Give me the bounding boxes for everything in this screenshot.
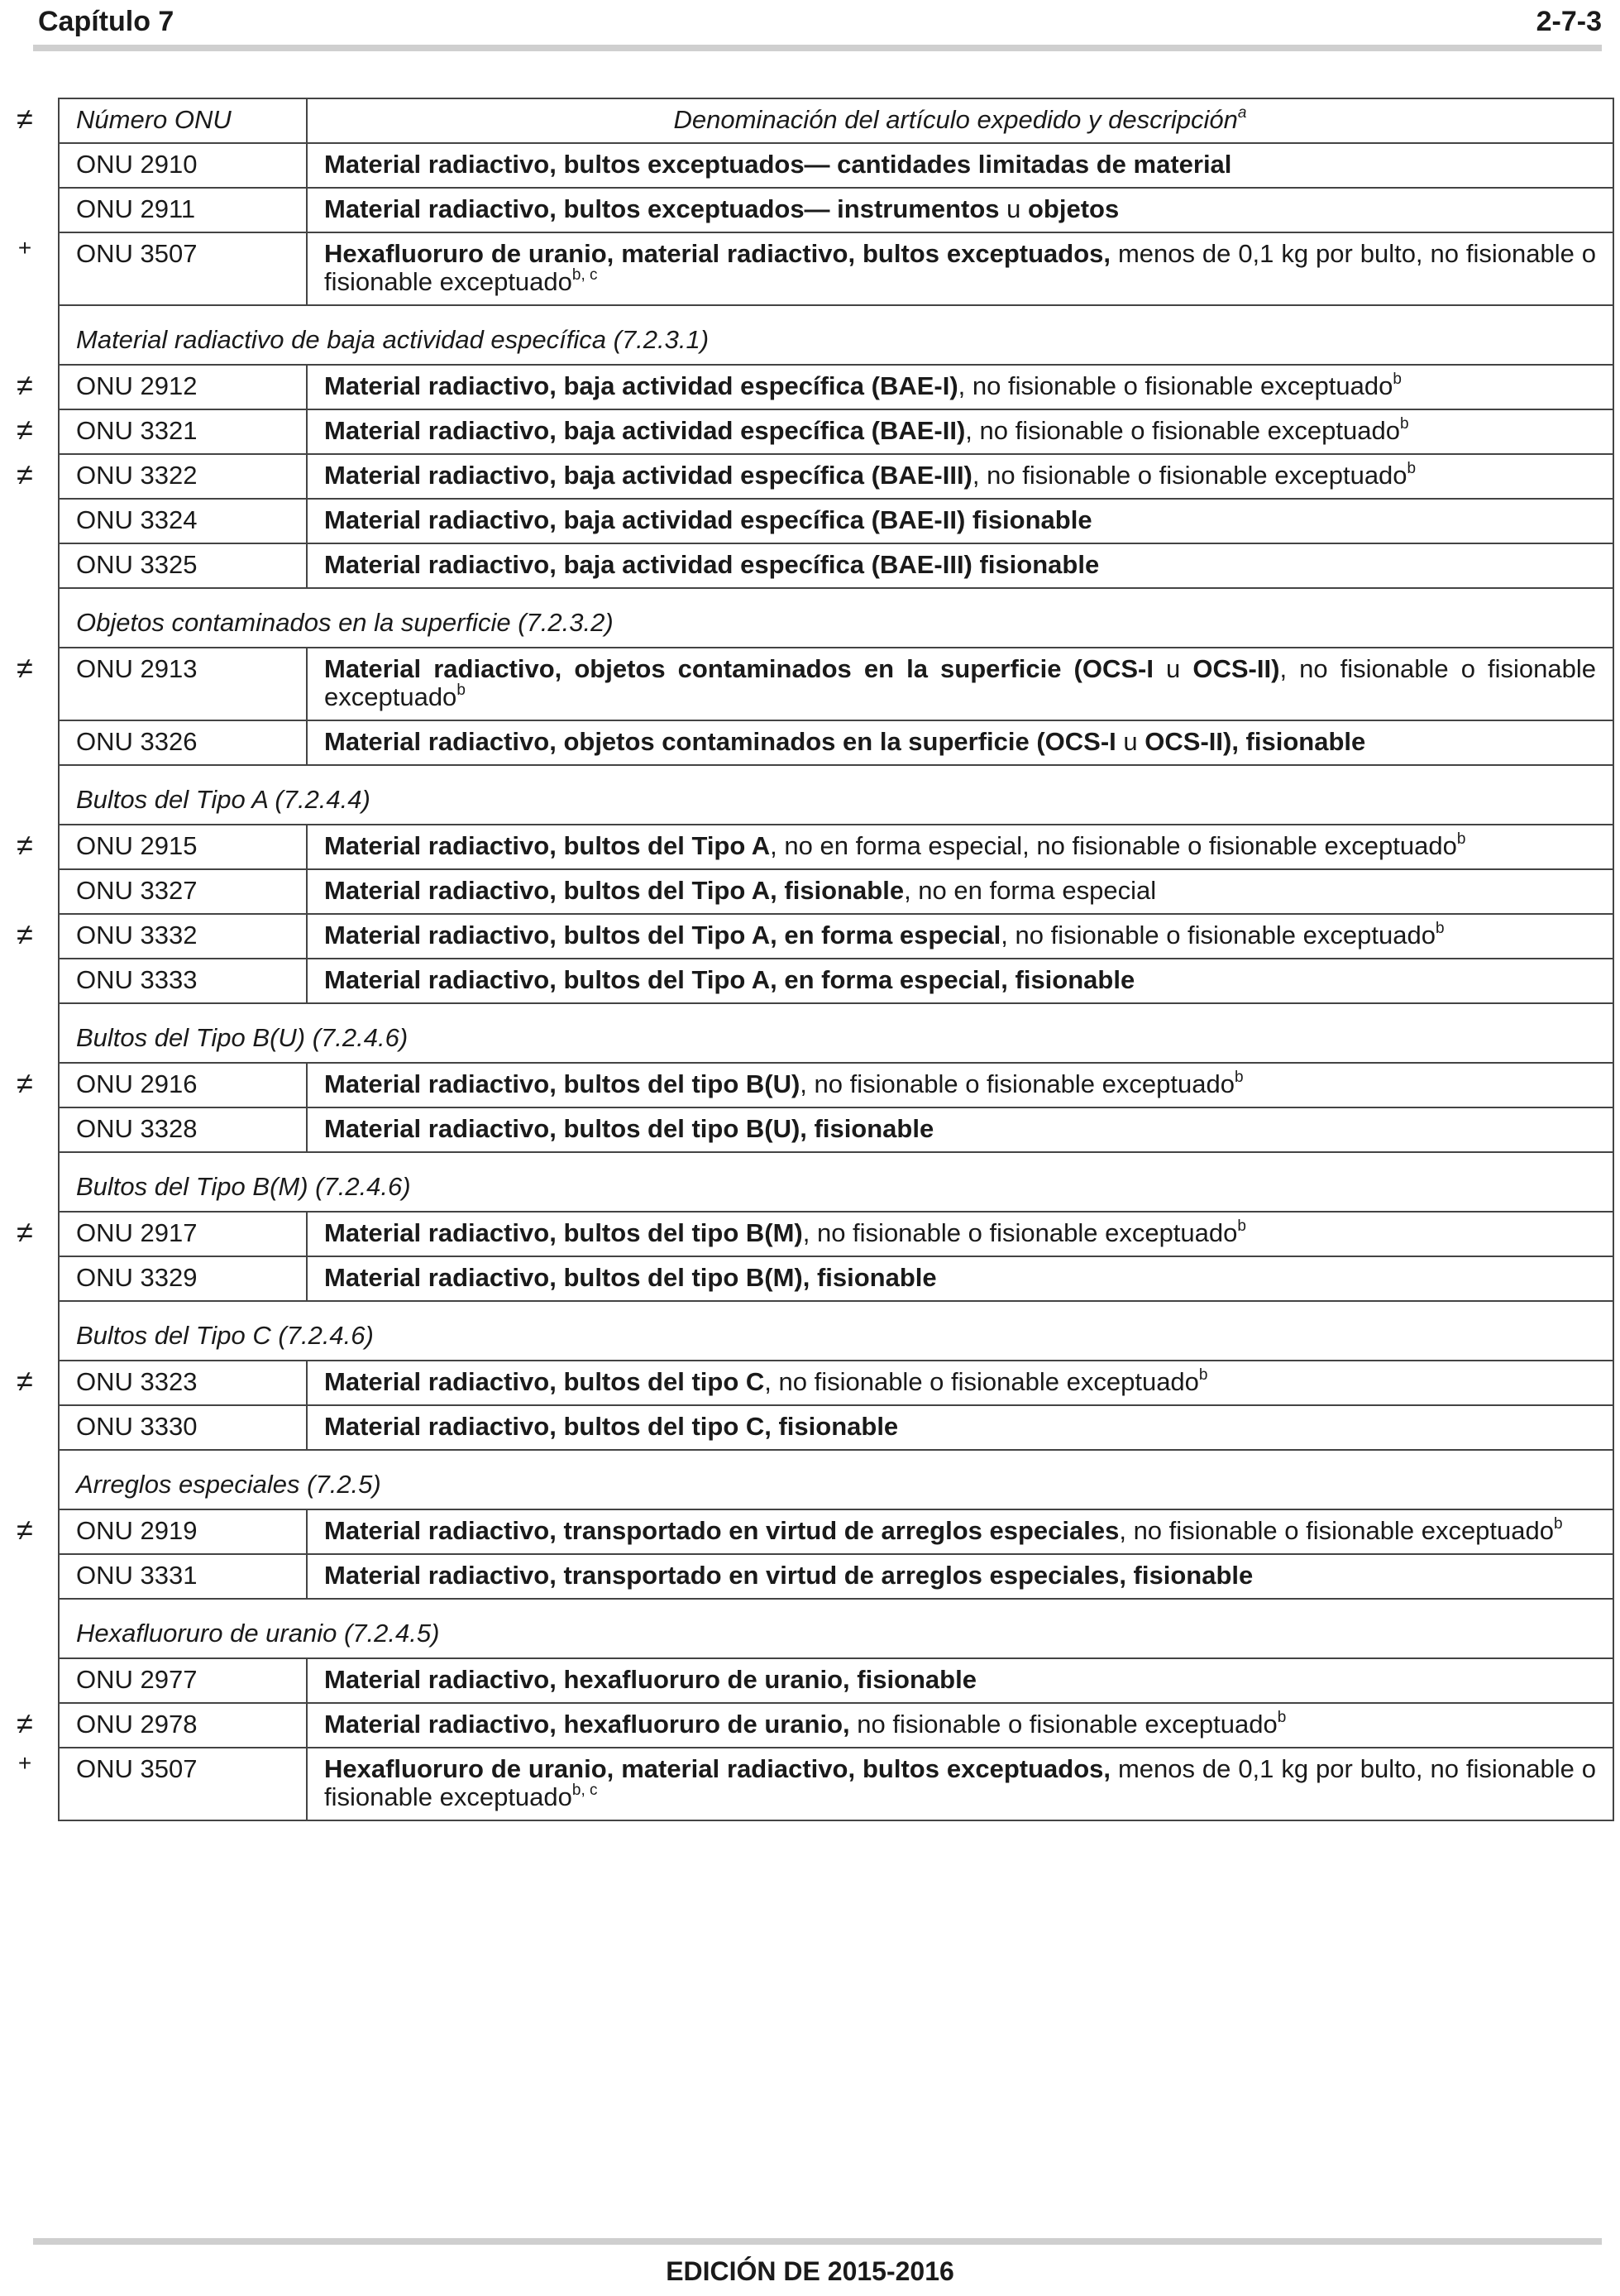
- footnote-ref: b, c: [571, 266, 598, 284]
- un-numbers-table: [17, 98, 1614, 1821]
- description-cell: [307, 1063, 1613, 1107]
- un-number-cell: [59, 1256, 307, 1301]
- footnote-ref: b: [1554, 1515, 1563, 1533]
- un-number: ONU 2912: [76, 371, 198, 400]
- un-number: ONU 2917: [76, 1218, 198, 1247]
- change-mark: ≠: [17, 368, 33, 402]
- description-text: Material radiactivo, baja actividad específica (BAE-II): [324, 416, 966, 445]
- description-text: , no fisionable o fisionable exceptuado: [764, 1367, 1199, 1396]
- change-mark: ≠: [17, 1215, 33, 1249]
- section-title: Bultos del Tipo B(U) (7.2.4.6): [59, 1003, 1613, 1063]
- section-row: [59, 588, 1613, 648]
- description-text: u: [999, 194, 1028, 223]
- description-cell: [307, 825, 1613, 869]
- un-number-cell: [17, 1703, 307, 1748]
- footer-rule: [33, 2238, 1602, 2245]
- page-number: 2-7-3: [1536, 6, 1602, 37]
- description-cell: [307, 1405, 1613, 1450]
- table-row: [59, 1256, 1613, 1301]
- description-text: u: [1116, 727, 1145, 756]
- table-row: [59, 1361, 1613, 1405]
- description-cell: [307, 543, 1613, 588]
- un-number-cell: [17, 365, 307, 409]
- description-cell: [307, 1658, 1613, 1703]
- description-text: Material radiactivo, hexafluoruro de uranio, fisionable: [324, 1665, 977, 1694]
- un-number-cell: [59, 1107, 307, 1152]
- description-cell: [307, 188, 1613, 232]
- description-text: Material radiactivo, bultos del Tipo A: [324, 831, 771, 860]
- footnote-ref: b: [1407, 460, 1417, 477]
- footnote-ref: b: [1435, 920, 1445, 937]
- section-title: Bultos del Tipo B(M) (7.2.4.6): [59, 1152, 1613, 1212]
- table-row: [59, 1658, 1613, 1703]
- change-mark: ≠: [17, 1066, 33, 1100]
- table-row: [59, 454, 1613, 499]
- change-mark: ≠: [17, 102, 33, 136]
- change-mark: ≠: [17, 651, 33, 685]
- section-row: [59, 765, 1613, 825]
- un-number: ONU 3322: [76, 461, 198, 490]
- table-row: [59, 648, 1613, 720]
- un-number-cell: [17, 1748, 307, 1820]
- description-text: Material radiactivo, bultos exceptuados— instrumentos: [324, 194, 1000, 223]
- description-text: Material radiactivo, bultos del tipo B(U): [324, 1069, 800, 1098]
- un-number: ONU 2978: [76, 1710, 198, 1739]
- table-row: [59, 959, 1613, 1003]
- description-cell: [307, 1554, 1613, 1599]
- section-title: Bultos del Tipo C (7.2.4.6): [59, 1301, 1613, 1361]
- table-row: [59, 914, 1613, 959]
- description-text: , no fisionable o fisionable exceptuado: [802, 1218, 1238, 1247]
- description-text: OCS-II), fisionable: [1145, 727, 1366, 756]
- chapter-title: Capítulo 7: [38, 6, 174, 37]
- section-title: Hexafluoruro de uranio (7.2.4.5): [59, 1599, 1613, 1658]
- description-cell: [307, 1212, 1613, 1256]
- header-rule: [33, 45, 1602, 51]
- description-text: Material radiactivo, bultos del Tipo A, fisionable: [324, 876, 905, 905]
- description-text: Material radiactivo, objetos contaminados en la superficie (OCS-I: [324, 727, 1116, 756]
- description-text: no fisionable o fisionable exceptuado: [849, 1710, 1278, 1739]
- table-row: [59, 143, 1613, 188]
- un-number-cell: [17, 1509, 307, 1554]
- description-text: Material radiactivo, baja actividad específica (BAE-I): [324, 371, 958, 400]
- change-mark: ≠: [17, 828, 33, 862]
- footnote-ref: b: [1234, 1069, 1244, 1086]
- description-cell: [307, 454, 1613, 499]
- footnote-ref: b: [1277, 1709, 1287, 1726]
- section-title: Arreglos especiales (7.2.5): [59, 1450, 1613, 1509]
- description-text: Material radiactivo, hexafluoruro de uranio,: [324, 1710, 850, 1739]
- un-number-cell: [17, 1212, 307, 1256]
- footnote-ref: b: [456, 682, 466, 699]
- description-cell: [307, 959, 1613, 1003]
- un-number-cell: [17, 454, 307, 499]
- description-text: , no fisionable o fisionable exceptuado: [1119, 1516, 1554, 1545]
- change-mark: ≠: [17, 457, 33, 491]
- table-row: [59, 409, 1613, 454]
- un-number: ONU 2911: [76, 194, 196, 223]
- un-number-cell: [59, 188, 307, 232]
- description-text: , no en forma especial: [904, 876, 1157, 905]
- un-number: ONU 3323: [76, 1367, 198, 1396]
- section-row: [59, 1301, 1613, 1361]
- description-cell: [307, 499, 1613, 543]
- addition-mark: +: [17, 235, 32, 261]
- description-text: Material radiactivo, bultos del tipo B(M), fisionable: [324, 1263, 937, 1292]
- section-row: [59, 1599, 1613, 1658]
- description-cell: [307, 1107, 1613, 1152]
- un-number: ONU 2977: [76, 1665, 198, 1694]
- table-row: [59, 1063, 1613, 1107]
- table-row: [59, 1107, 1613, 1152]
- description-text: , no en forma especial, no fisionable o fisionable exceptuado: [770, 831, 1457, 860]
- description-text: menos de 0,1 kg por bulto, no fisionable o fisionable exceptuado: [324, 239, 1597, 296]
- description-text: Material radiactivo, transportado en virtud de arreglos especiales: [324, 1516, 1120, 1545]
- description-text: Material radiactivo, bultos del tipo B(M): [324, 1218, 803, 1247]
- description-cell: [307, 1509, 1613, 1554]
- description-text: Material radiactivo, bultos del tipo C: [324, 1367, 765, 1396]
- table-row: [59, 188, 1613, 232]
- change-mark: ≠: [17, 1364, 33, 1398]
- un-number: ONU 2910: [76, 150, 198, 179]
- description-text: , no fisionable o fisionable exceptuado: [965, 416, 1400, 445]
- description-text: Material radiactivo, bultos del Tipo A, en forma especial, fisionable: [324, 965, 1135, 994]
- un-number-cell: [17, 914, 307, 959]
- change-mark: ≠: [17, 1706, 33, 1740]
- un-number-cell: [59, 499, 307, 543]
- un-number: ONU 3330: [76, 1412, 198, 1441]
- table-body: [17, 98, 1613, 1820]
- footnote-ref: b, c: [571, 1782, 598, 1799]
- column-header-number-label: Número ONU: [76, 105, 232, 134]
- un-number: ONU 3333: [76, 965, 198, 994]
- table-row: [59, 232, 1613, 305]
- description-cell: [307, 1256, 1613, 1301]
- un-number: ONU 3329: [76, 1263, 198, 1292]
- un-number-cell: [59, 1554, 307, 1599]
- section-row: [59, 1152, 1613, 1212]
- un-number-cell: [59, 959, 307, 1003]
- table-row: [59, 365, 1613, 409]
- un-number: ONU 3321: [76, 416, 198, 445]
- table-row: [59, 543, 1613, 588]
- un-number-cell: [17, 648, 307, 720]
- description-text: , no fisionable o fisionable exceptuado: [324, 654, 1597, 711]
- table-row: [59, 720, 1613, 765]
- un-number-cell: [59, 869, 307, 914]
- un-number: ONU 2913: [76, 654, 198, 683]
- description-text: Hexafluoruro de uranio, material radiactivo, bultos exceptuados,: [324, 1754, 1111, 1783]
- un-number: ONU 3326: [76, 727, 198, 756]
- edition-footer: EDICIÓN DE 2015-2016: [666, 2256, 954, 2286]
- description-text: Material radiactivo, bultos del Tipo A, en forma especial: [324, 921, 1001, 949]
- description-cell: [307, 720, 1613, 765]
- section-title: Material radiactivo de baja actividad específica (7.2.3.1): [59, 305, 1613, 365]
- un-number: ONU 3325: [76, 550, 198, 579]
- section-row: [59, 305, 1613, 365]
- description-cell: [307, 914, 1613, 959]
- un-number: ONU 2915: [76, 831, 198, 860]
- un-number-cell: [17, 409, 307, 454]
- description-text: menos de 0,1 kg por bulto, no fisionable o fisionable exceptuado: [324, 1754, 1597, 1811]
- table-row: [59, 1703, 1613, 1748]
- description-text: Hexafluoruro de uranio, material radiactivo, bultos exceptuados,: [324, 239, 1111, 268]
- table-row: [59, 1212, 1613, 1256]
- description-cell: [307, 1361, 1613, 1405]
- footnote-ref: a: [1237, 104, 1247, 122]
- un-number: ONU 2919: [76, 1516, 198, 1545]
- table-row: [59, 1509, 1613, 1554]
- table-row: [59, 825, 1613, 869]
- column-header-number: [17, 98, 307, 143]
- un-number: ONU 2916: [76, 1069, 198, 1098]
- section-title: Bultos del Tipo A (7.2.4.4): [59, 765, 1613, 825]
- table-row: [59, 1554, 1613, 1599]
- table-row: [59, 1405, 1613, 1450]
- un-number-cell: [17, 1361, 307, 1405]
- description-text: Material radiactivo, bultos exceptuados— cantidades limitadas de material: [324, 150, 1232, 179]
- section-row: [59, 1450, 1613, 1509]
- description-text: objetos: [1028, 194, 1120, 223]
- description-text: u: [1153, 654, 1193, 683]
- column-header-description-label: Denominación del artículo expedido y descripción: [673, 105, 1238, 134]
- footnote-ref: b: [1237, 1217, 1246, 1235]
- table-header-row: [59, 98, 1613, 143]
- un-number-cell: [59, 1658, 307, 1703]
- un-number-cell: [17, 232, 307, 305]
- description-text: Material radiactivo, bultos del tipo C, fisionable: [324, 1412, 899, 1441]
- change-mark: ≠: [17, 917, 33, 951]
- description-text: Material radiactivo, baja actividad específica (BAE-II) fisionable: [324, 505, 1092, 534]
- addition-mark: +: [17, 1750, 32, 1776]
- un-number-cell: [59, 1405, 307, 1450]
- footnote-ref: b: [1456, 830, 1466, 848]
- description-text: Material radiactivo, transportado en virtud de arreglos especiales, fisionable: [324, 1561, 1254, 1590]
- un-number-cell: [59, 543, 307, 588]
- un-number-cell: [17, 825, 307, 869]
- description-text: OCS-II): [1192, 654, 1280, 683]
- section-title: Objetos contaminados en la superficie (7.2.3.2): [59, 588, 1613, 648]
- column-header-description: [307, 98, 1613, 143]
- un-number-cell: [59, 143, 307, 188]
- description-text: Material radiactivo, objetos contaminados en la superficie (OCS-I: [324, 654, 1154, 683]
- description-text: Material radiactivo, baja actividad específica (BAE-III): [324, 461, 972, 490]
- description-cell: [307, 232, 1613, 305]
- footnote-ref: b: [1393, 371, 1402, 388]
- table-row: [59, 869, 1613, 914]
- description-cell: [307, 365, 1613, 409]
- section-row: [59, 1003, 1613, 1063]
- un-number: ONU 3328: [76, 1114, 198, 1143]
- un-number-cell: [59, 720, 307, 765]
- un-number-cell: [17, 1063, 307, 1107]
- un-number: ONU 3507: [76, 1754, 198, 1783]
- change-mark: ≠: [17, 413, 33, 447]
- description-cell: [307, 648, 1613, 720]
- change-mark: ≠: [17, 1513, 33, 1547]
- description-text: Material radiactivo, baja actividad específica (BAE-III) fisionable: [324, 550, 1100, 579]
- description-cell: [307, 869, 1613, 914]
- un-number: ONU 3332: [76, 921, 198, 949]
- table-row: [59, 1748, 1613, 1820]
- description-text: , no fisionable o fisionable exceptuado: [972, 461, 1407, 490]
- un-number: ONU 3327: [76, 876, 198, 905]
- table-row: [59, 499, 1613, 543]
- footnote-ref: b: [1399, 415, 1409, 433]
- description-text: , no fisionable o fisionable exceptuado: [800, 1069, 1235, 1098]
- un-number: ONU 3507: [76, 239, 198, 268]
- description-cell: [307, 1748, 1613, 1820]
- un-number: ONU 3331: [76, 1561, 198, 1590]
- description-cell: [307, 409, 1613, 454]
- description-text: , no fisionable o fisionable exceptuado: [1001, 921, 1436, 949]
- description-cell: [307, 143, 1613, 188]
- description-text: Material radiactivo, bultos del tipo B(U), fisionable: [324, 1114, 934, 1143]
- un-number: ONU 3324: [76, 505, 198, 534]
- footnote-ref: b: [1198, 1366, 1208, 1384]
- description-cell: [307, 1703, 1613, 1748]
- description-text: , no fisionable o fisionable exceptuado: [958, 371, 1393, 400]
